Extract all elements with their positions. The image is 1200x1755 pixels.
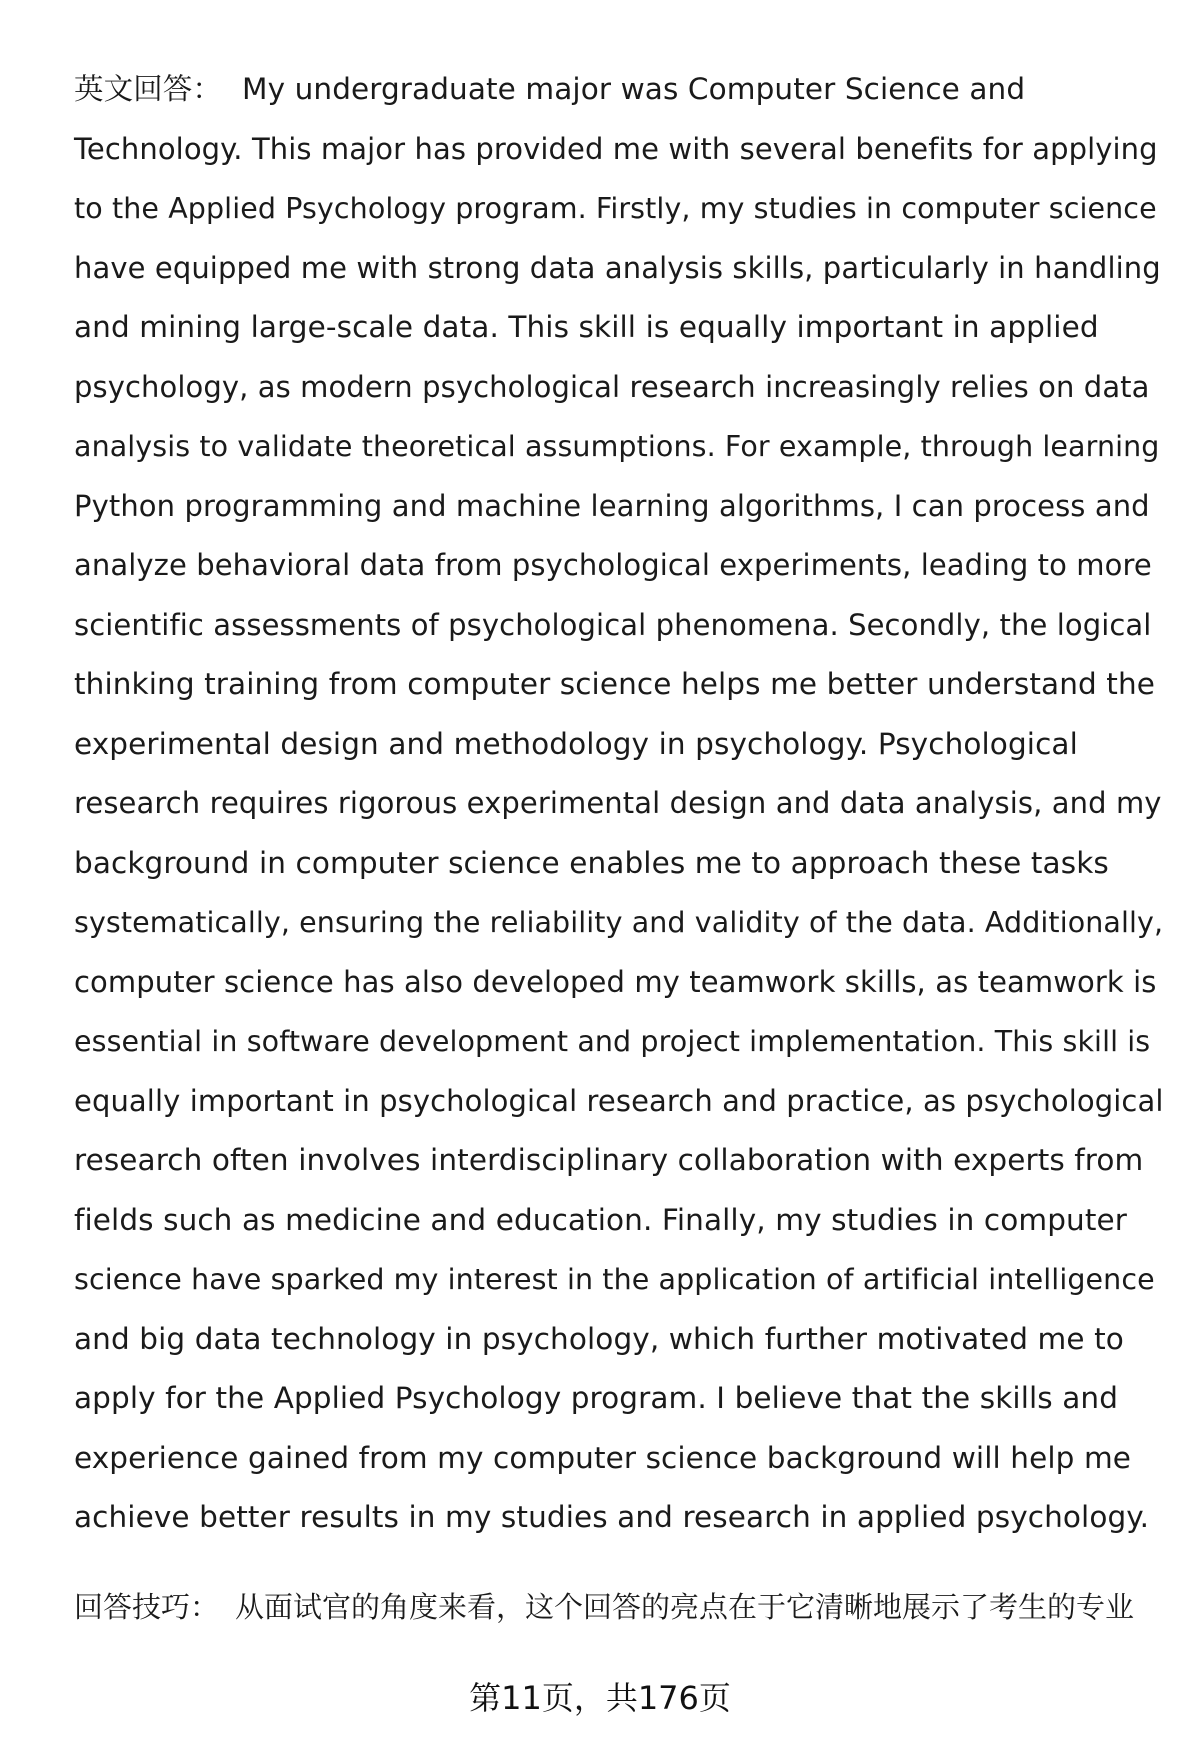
answer-line: 英文回答： My undergraduate major was Computer Science and <box>74 72 1026 106</box>
answer-line: computer science has also developed my teamwork skills, as teamwork is <box>74 964 1157 999</box>
tip-text: 从面试官的角度来看，这个回答的亮点在于它清晰地展示了考生的专业 <box>235 1590 1135 1624</box>
answer-line: fields such as medicine and education. Finally, my studies in computer <box>74 1202 1127 1237</box>
answer-line: achieve better results in my studies and research in applied psychology. <box>74 1500 1150 1534</box>
answer-line: psychology, as modern psychological research increasingly relies on data <box>74 369 1150 404</box>
answer-line: essential in software development and project implementation. This skill is <box>74 1025 1151 1058</box>
answer-tip <box>74 1577 1174 1637</box>
answer-label: 英文回答： <box>74 72 223 106</box>
tip-label: 回答技巧： <box>74 1590 220 1624</box>
answer-line: research often involves interdisciplinary collaboration with experts from <box>74 1143 1144 1177</box>
answer-line: and big data technology in psychology, which further motivated me to <box>74 1321 1124 1356</box>
answer-line: to the Applied Psychology program. Firstly, my studies in computer science <box>74 192 1157 225</box>
answer-line: equally important in psychological research and practice, as psychological <box>74 1083 1164 1118</box>
answer-line: research requires rigorous experimental design and data analysis, and my <box>74 786 1162 820</box>
answer-line: science have sparked my interest in the application of artificial intelligence <box>74 1263 1155 1296</box>
answer-line: thinking training from computer science helps me better understand the <box>74 667 1156 701</box>
page-indicator: 第11页，共176页 <box>469 1679 731 1717</box>
answer-line: Python programming and machine learning algorithms, I can process and <box>74 488 1150 523</box>
answer-line: have equipped me with strong data analysis skills, particularly in handling <box>74 250 1161 285</box>
answer-line: and mining large-scale data. This skill is equally important in applied <box>74 310 1099 344</box>
english-answer <box>74 60 1164 1548</box>
answer-line: systematically, ensuring the reliability and validity of the data. Additionally, <box>74 906 1164 939</box>
answer-line: scientific assessments of psychological phenomena. Secondly, the logical <box>74 607 1152 642</box>
answer-line: analysis to validate theoretical assumptions. For example, through learning <box>74 430 1160 463</box>
answer-line: background in computer science enables me to approach these tasks <box>74 845 1109 880</box>
answer-line: Technology. This major has provided me with several benefits for applying <box>74 131 1158 166</box>
answer-line: experimental design and methodology in psychology. Psychological <box>74 726 1078 761</box>
answer-line: analyze behavioral data from psychological experiments, leading to more <box>74 548 1152 582</box>
answer-line: experience gained from my computer science background will help me <box>74 1440 1132 1475</box>
answer-line: apply for the Applied Psychology program. I believe that the skills and <box>74 1381 1119 1415</box>
